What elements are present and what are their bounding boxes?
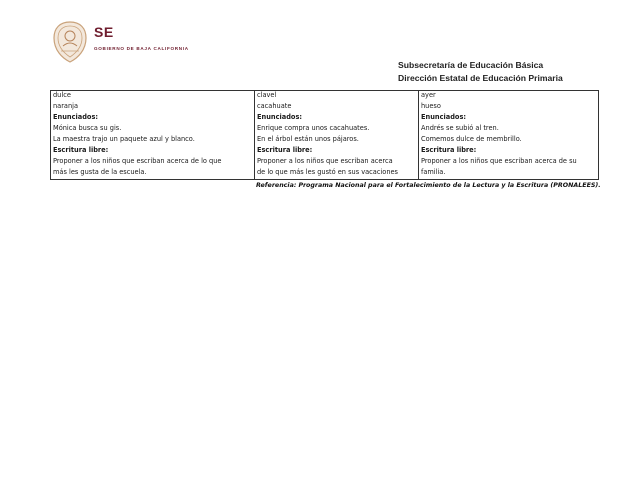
- enunciados-label: Enunciados:: [421, 113, 467, 121]
- word: hueso: [421, 102, 441, 110]
- sentence: Andrés se subió al tren.: [421, 124, 499, 132]
- content-table: [50, 90, 599, 180]
- enunciados-label: Enunciados:: [257, 113, 303, 121]
- table-cell: [255, 91, 419, 180]
- escritura-libre-text: Proponer a los niños que escriban acerca de su: [421, 157, 577, 165]
- escritura-libre-label: Escritura libre:: [53, 146, 109, 154]
- sentence: En el árbol están unos pájaros.: [257, 135, 359, 143]
- word: ayer: [421, 91, 436, 99]
- reference-note: Referencia: Programa Nacional para el Fortalecimiento de la Lectura y la Escritura (PRONALEES).: [256, 182, 601, 189]
- table-row: [51, 91, 599, 180]
- word: cacahuate: [257, 102, 292, 110]
- escritura-libre-label: Escritura libre:: [257, 146, 313, 154]
- table-cell: [419, 91, 599, 180]
- logo-acronym: SE: [94, 24, 114, 40]
- word: clavel: [257, 91, 277, 99]
- sentence: Comemos dulce de membrillo.: [421, 135, 522, 143]
- logo: [50, 20, 189, 64]
- escritura-libre-text: Proponer a los niños que escriban acerca: [257, 157, 393, 165]
- header-direccion: Dirección Estatal de Educación Primaria: [398, 73, 563, 83]
- escritura-libre-text: más les gusta de la escuela.: [53, 168, 147, 176]
- enunciados-label: Enunciados:: [53, 113, 99, 121]
- header-subsecretaria: Subsecretaría de Educación Básica: [398, 60, 544, 70]
- table-cell: [51, 91, 255, 180]
- word: dulce: [53, 91, 71, 99]
- baja-california-seal-icon: [50, 20, 90, 64]
- escritura-libre-label: Escritura libre:: [421, 146, 477, 154]
- sentence: La maestra trajo un paquete azul y blanco.: [53, 135, 195, 143]
- escritura-libre-text: de lo que más les gustó en sus vacaciones: [257, 168, 398, 176]
- sentence: Enrique compra unos cacahuates.: [257, 124, 370, 132]
- sentence: Mónica busca su gis.: [53, 124, 122, 132]
- word: naranja: [53, 102, 79, 110]
- escritura-libre-text: familia.: [421, 168, 446, 176]
- logo-government-name: GOBIERNO DE BAJA CALIFORNIA: [94, 46, 189, 51]
- escritura-libre-text: Proponer a los niños que escriban acerca de lo que: [53, 157, 222, 165]
